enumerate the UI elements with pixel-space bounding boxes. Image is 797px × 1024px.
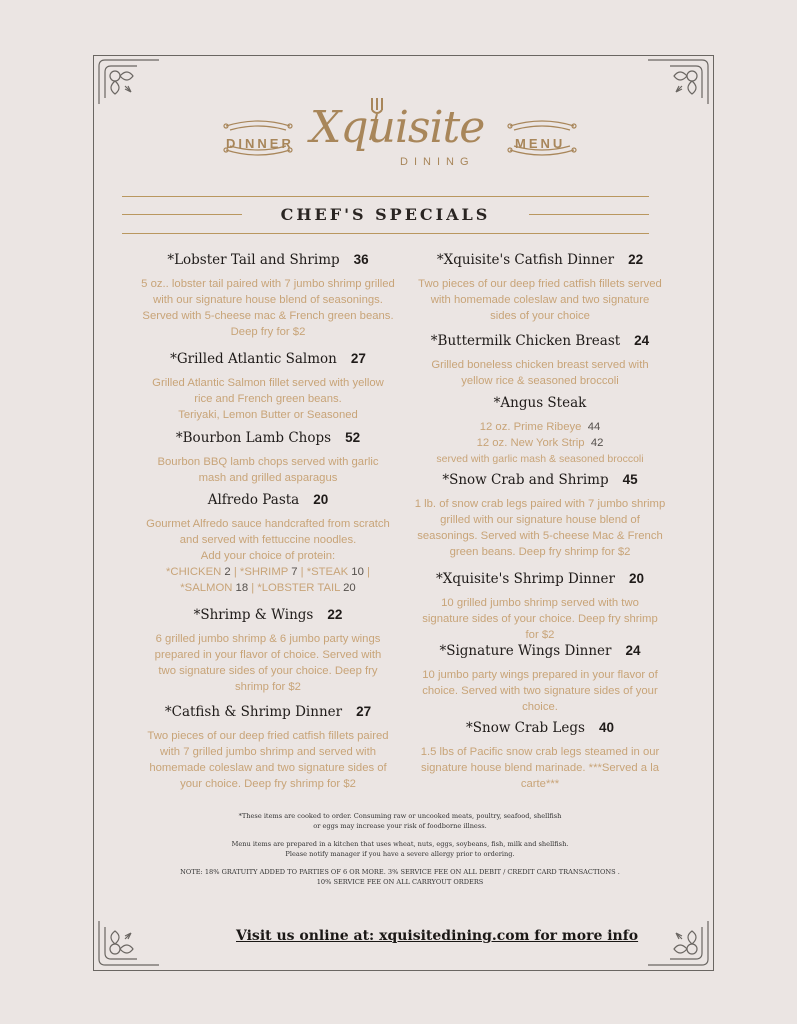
desc-line: 1.5 lbs of Pacific snow crab legs steamed in our bbox=[420, 746, 660, 758]
desc-line: Served with 5-cheese mac & French green beans. bbox=[142, 310, 394, 322]
menu-item bbox=[390, 472, 690, 560]
desc-line: mash and grilled asparagus bbox=[198, 472, 338, 484]
desc-line: Grilled Atlantic Salmon fillet served with yellow bbox=[152, 377, 384, 389]
item-description bbox=[390, 496, 690, 560]
item-price: 20 bbox=[629, 571, 645, 586]
option-text: *CHICKEN bbox=[166, 566, 225, 578]
menu-item bbox=[115, 351, 421, 423]
note-line: NOTE: 18% GRATUITY ADDED TO PARTIES OF 6 OR MORE. 3% SERVICE FEE ON ALL DEBIT / CREDIT CARD TRANSACTIONS . bbox=[180, 868, 620, 876]
item-price: 45 bbox=[622, 472, 638, 487]
desc-line: with our signature house blend of seasonings. bbox=[153, 294, 383, 306]
item-price: 27 bbox=[356, 704, 372, 719]
item-price: 20 bbox=[313, 492, 329, 507]
item-price: 40 bbox=[598, 720, 614, 735]
desc-line: signature sides of your choice. Deep fry shrimp bbox=[422, 613, 658, 625]
menu-word: MENU bbox=[515, 136, 566, 151]
option-text: | *STEAK bbox=[297, 566, 352, 578]
option-price: 10 bbox=[351, 566, 364, 578]
desc-line: with 7 grilled jumbo shrimp and served with bbox=[160, 746, 376, 758]
desc-line: 1 lb. of snow crab legs paired with 7 jumbo shrimp bbox=[414, 498, 666, 510]
desc-line: 6 grilled jumbo shrimp & 6 jumbo party wings bbox=[155, 633, 381, 645]
desc-line: Gourmet Alfredo sauce handcrafted from scratch bbox=[146, 518, 390, 530]
desc-line: Two pieces of our deep fried catfish fillets paired bbox=[147, 730, 389, 742]
item-name: *Lobster Tail and Shrimp bbox=[167, 252, 340, 268]
steak-option bbox=[390, 435, 690, 451]
desc-line: grilled with our signature house blend of bbox=[440, 514, 640, 526]
option-text: | *SHRIMP bbox=[230, 566, 292, 578]
option-text: *SALMON bbox=[180, 582, 236, 594]
fork-icon bbox=[362, 94, 392, 144]
menu-item bbox=[390, 252, 690, 324]
item-name: *Buttermilk Chicken Breast bbox=[430, 333, 621, 349]
desc-line: carte*** bbox=[520, 778, 560, 790]
menu-item bbox=[390, 643, 690, 715]
item-description bbox=[115, 516, 421, 596]
note-line: *These items are cooked to order. Consuming raw or uncooked meats, poultry, seafood, shellfish bbox=[238, 812, 562, 820]
desc-line: signature house blend marinade. ***Served a la bbox=[420, 762, 660, 774]
item-price: 52 bbox=[345, 430, 361, 445]
desc-line: with homemade coleslaw and two signature bbox=[430, 294, 650, 306]
item-name: *Catfish & Shrimp Dinner bbox=[164, 704, 343, 720]
desc-line: 5 oz.. lobster tail paired with 7 jumbo shrimp grilled bbox=[141, 278, 395, 290]
desc-line: for $2 bbox=[525, 629, 555, 641]
note-line: Menu items are prepared in a kitchen that uses wheat, nuts, eggs, soybeans, fish, milk and shellfish. bbox=[231, 840, 569, 848]
website-link[interactable]: Visit us online at: xquisitedining.com for more info bbox=[236, 928, 639, 944]
menu-item bbox=[390, 720, 690, 792]
protein-options bbox=[115, 580, 421, 596]
note-line: Please notify manager if you have a severe allergy prior to ordering. bbox=[285, 849, 515, 858]
desc-line: prepared in your flavor of choice. Served with bbox=[154, 649, 382, 661]
item-description bbox=[115, 631, 421, 695]
menu-item bbox=[115, 492, 421, 596]
food-safety-note bbox=[170, 812, 630, 831]
item-description bbox=[115, 454, 421, 486]
item-description bbox=[115, 276, 421, 340]
desc-line: homemade coleslaw and two signature sides of bbox=[149, 762, 387, 774]
desc-line: and served with fettuccine noodles. bbox=[179, 534, 357, 546]
item-price: 24 bbox=[625, 643, 641, 658]
option-text: 12 oz. New York Strip bbox=[476, 437, 585, 449]
restaurant-logo bbox=[210, 88, 590, 180]
item-name: *Shrimp & Wings bbox=[193, 607, 314, 623]
option-text: 12 oz. Prime Ribeye bbox=[479, 421, 582, 433]
desc-line: sides of your choice bbox=[490, 310, 590, 322]
disclaimer bbox=[170, 812, 630, 896]
desc-line: served with garlic mash & seasoned broccoli bbox=[436, 453, 644, 465]
item-name: *Snow Crab and Shrimp bbox=[442, 472, 609, 488]
option-price: 20 bbox=[343, 582, 356, 594]
desc-line: Two pieces of our deep fried catfish fillets served bbox=[418, 278, 662, 290]
desc-line: rice and French green beans. bbox=[194, 393, 342, 405]
menu-item bbox=[115, 252, 421, 340]
dinner-word: DINNER bbox=[226, 136, 294, 151]
menu-item bbox=[115, 607, 421, 695]
menu-item bbox=[115, 704, 421, 792]
item-name: Alfredo Pasta bbox=[207, 492, 300, 508]
item-name: *Grilled Atlantic Salmon bbox=[170, 351, 337, 367]
desc-line: shrimp for $2 bbox=[235, 681, 301, 693]
option-price: 18 bbox=[235, 582, 249, 594]
protein-options bbox=[115, 564, 421, 580]
corner-flourish-icon bbox=[97, 919, 161, 967]
desc-line: Bourbon BBQ lamb chops served with garlic bbox=[157, 456, 379, 468]
menu-item bbox=[390, 395, 690, 467]
option-text: | bbox=[363, 566, 370, 578]
item-name: *Xquisite's Shrimp Dinner bbox=[435, 571, 615, 587]
logo-script-name: Xquisite bbox=[310, 102, 485, 153]
item-description bbox=[390, 595, 690, 643]
desc-line: 10 grilled jumbo shrimp served with two bbox=[441, 597, 639, 609]
item-description bbox=[390, 276, 690, 324]
menu-item bbox=[115, 430, 421, 486]
option-price: 2 bbox=[224, 566, 231, 578]
note-line: 10% SERVICE FEE ON ALL CARRYOUT ORDERS bbox=[316, 877, 484, 886]
item-description bbox=[115, 375, 421, 423]
divider bbox=[122, 233, 649, 234]
item-price: 36 bbox=[353, 252, 369, 267]
option-text: | *LOBSTER TAIL bbox=[248, 582, 344, 594]
desc-line: choice. bbox=[522, 701, 558, 713]
item-description bbox=[390, 744, 690, 792]
page-title: CHEF'S SPECIALS bbox=[280, 205, 491, 224]
steak-option bbox=[390, 419, 690, 435]
allergy-note bbox=[170, 840, 630, 859]
item-price: 27 bbox=[350, 351, 366, 366]
note-line: or eggs may increase your risk of foodborne illness. bbox=[313, 821, 487, 830]
item-name: *Snow Crab Legs bbox=[466, 720, 585, 736]
item-description bbox=[115, 728, 421, 792]
desc-line: 10 jumbo party wings prepared in your flavor of bbox=[422, 669, 658, 681]
item-price: 22 bbox=[628, 252, 644, 267]
logo-sub-name: DINING bbox=[400, 156, 475, 168]
item-name: *Signature Wings Dinner bbox=[439, 643, 612, 659]
desc-line: green beans. Deep fry shrimp for $2 bbox=[449, 546, 631, 558]
desc-line: Grilled boneless chicken breast served with bbox=[431, 359, 649, 371]
corner-flourish-icon bbox=[97, 58, 161, 106]
item-name: *Bourbon Lamb Chops bbox=[175, 430, 332, 446]
item-price: 24 bbox=[634, 333, 650, 348]
desc-line: Add your choice of protein: bbox=[200, 550, 336, 562]
desc-line: Deep fry for $2 bbox=[230, 326, 306, 338]
menu-item bbox=[390, 333, 690, 389]
item-description bbox=[390, 419, 690, 467]
desc-line: your choice. Deep fry shrimp for $2 bbox=[180, 778, 356, 790]
divider bbox=[122, 196, 649, 197]
desc-line: yellow rice & seasoned broccoli bbox=[461, 375, 619, 387]
item-description bbox=[390, 357, 690, 389]
option-price: 42 bbox=[590, 437, 604, 449]
option-price: 7 bbox=[291, 566, 298, 578]
desc-line: two signature sides of your choice. Deep fry bbox=[158, 665, 378, 677]
corner-flourish-icon bbox=[646, 919, 710, 967]
menu-item bbox=[390, 571, 690, 643]
item-price: 22 bbox=[327, 607, 343, 622]
item-name: *Xquisite's Catfish Dinner bbox=[436, 252, 615, 268]
option-price: 44 bbox=[587, 421, 601, 433]
fee-note bbox=[170, 868, 630, 887]
desc-line: seasonings. Served with 5-cheese Mac & French bbox=[417, 530, 663, 542]
desc-line: Teriyaki, Lemon Butter or Seasoned bbox=[178, 409, 358, 421]
corner-flourish-icon bbox=[646, 58, 710, 106]
item-name: *Angus Steak bbox=[493, 395, 587, 411]
item-description bbox=[390, 667, 690, 715]
section-header bbox=[122, 193, 649, 238]
desc-line: choice. Served with two signature sides of your bbox=[422, 685, 658, 697]
